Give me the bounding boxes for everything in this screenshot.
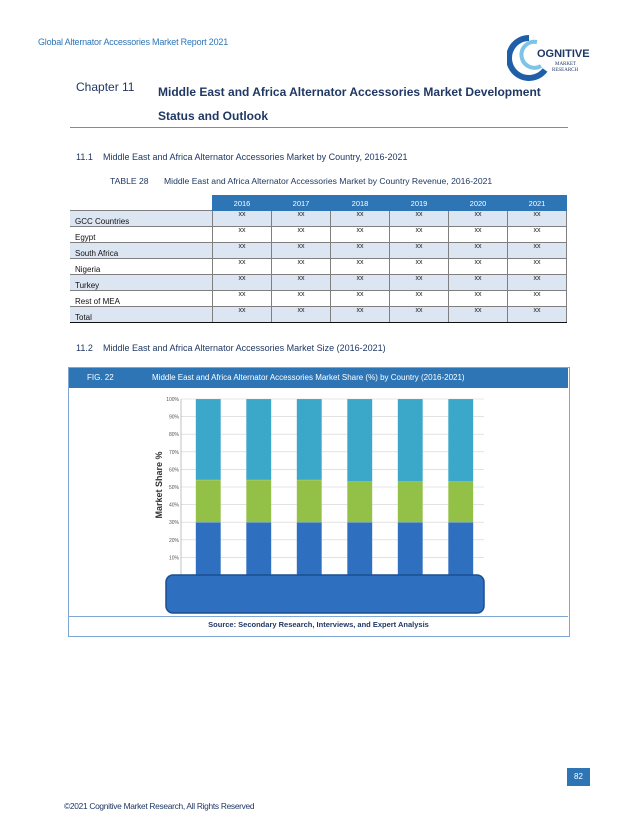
bar-segment-3: [347, 399, 372, 482]
value-cell: xx: [449, 243, 508, 259]
y-axis-label: Market Share %: [154, 451, 164, 519]
logo-sub2: RESEARCH: [552, 68, 579, 73]
bar-segment-3: [196, 399, 221, 480]
table-row: [70, 227, 567, 243]
table-label: TABLE 28: [110, 176, 149, 186]
bar-segment-2: [246, 480, 271, 522]
bar-segment-1: [398, 522, 423, 575]
section-number: 11.1: [76, 152, 93, 162]
bar-segment-3: [448, 399, 473, 482]
value-cell: xx: [390, 211, 449, 227]
table-row: [70, 275, 567, 291]
y-tick-label: 10%: [168, 555, 179, 562]
table-header-row: [70, 196, 567, 211]
country-cell: Turkey: [70, 275, 213, 291]
value-cell: xx: [508, 227, 567, 243]
value-cell: xx: [390, 275, 449, 291]
value-cell: xx: [449, 259, 508, 275]
value-cell: xx: [449, 307, 508, 323]
bar-segment-2: [398, 482, 423, 522]
value-cell: xx: [213, 227, 272, 243]
y-tick-label: 90%: [168, 414, 179, 421]
value-cell: xx: [272, 211, 331, 227]
y-tick-label: 70%: [168, 449, 179, 456]
country-cell: GCC Countries: [70, 211, 213, 227]
bar-segment-1: [347, 522, 372, 575]
value-cell: xx: [331, 227, 390, 243]
y-tick-label: 60%: [168, 467, 179, 474]
figure-source: Source: Secondary Research, Interviews, and Expert Analysis: [208, 620, 429, 629]
value-cell: xx: [508, 243, 567, 259]
value-cell: xx: [272, 227, 331, 243]
value-cell: xx: [449, 227, 508, 243]
bar-segment-2: [448, 482, 473, 522]
value-cell: xx: [390, 259, 449, 275]
divider: [70, 127, 568, 128]
value-cell: xx: [508, 291, 567, 307]
value-cell: xx: [390, 227, 449, 243]
table-row: [70, 307, 567, 323]
value-cell: xx: [213, 275, 272, 291]
y-tick-label: 80%: [168, 432, 179, 439]
bar-segment-2: [297, 480, 322, 522]
section-heading-1: [76, 152, 408, 162]
value-cell: xx: [213, 307, 272, 323]
figure-separator: [69, 616, 568, 617]
country-cell: Rest of MEA: [70, 291, 213, 307]
value-cell: xx: [508, 275, 567, 291]
table-row: [70, 291, 567, 307]
y-tick-label: 100%: [166, 397, 179, 403]
y-tick-label: 50%: [168, 485, 179, 491]
bar-segment-2: [196, 480, 221, 522]
value-cell: xx: [449, 211, 508, 227]
section-heading-2: [76, 343, 386, 353]
value-cell: xx: [213, 243, 272, 259]
chapter-number: Chapter 11: [76, 80, 135, 94]
value-cell: xx: [272, 259, 331, 275]
revenue-table: [70, 195, 567, 323]
y-tick-label: 20%: [168, 537, 179, 544]
value-cell: xx: [213, 291, 272, 307]
table-row: [70, 259, 567, 275]
figure-title-bar: [69, 368, 568, 388]
value-cell: xx: [272, 243, 331, 259]
bar-segment-3: [398, 399, 423, 482]
column-header: 2019: [390, 196, 449, 211]
bar-segment-1: [246, 522, 271, 575]
bar-segment-3: [246, 399, 271, 480]
value-cell: xx: [508, 307, 567, 323]
column-header: 2017: [272, 196, 331, 211]
value-cell: xx: [272, 291, 331, 307]
value-cell: xx: [390, 291, 449, 307]
value-cell: xx: [508, 259, 567, 275]
page-number: 82: [567, 768, 590, 786]
value-cell: xx: [508, 211, 567, 227]
table-row: [70, 243, 567, 259]
y-tick-label: 30%: [168, 520, 179, 527]
table-corner: [70, 196, 213, 211]
column-header: 2020: [449, 196, 508, 211]
report-header: Global Alternator Accessories Market Report 2021: [38, 37, 228, 47]
logo-text: OGNITIVE: [537, 48, 590, 60]
value-cell: xx: [331, 243, 390, 259]
column-header: 2018: [331, 196, 390, 211]
table-title: Middle East and Africa Alternator Accessories Market by Country Revenue, 2016-2021: [164, 176, 493, 186]
value-cell: xx: [331, 291, 390, 307]
logo-sub1: MARKET: [555, 62, 577, 67]
country-cell: South Africa: [70, 243, 213, 259]
value-cell: xx: [213, 259, 272, 275]
value-cell: xx: [390, 243, 449, 259]
value-cell: xx: [449, 275, 508, 291]
y-tick-label: 40%: [168, 502, 179, 509]
legend-overlay: [166, 575, 484, 613]
value-cell: xx: [272, 307, 331, 323]
table-row: [70, 211, 567, 227]
bar-segment-2: [347, 482, 372, 522]
section-title: Middle East and Africa Alternator Accessories Market by Country, 2016-2021: [103, 152, 408, 162]
value-cell: xx: [331, 275, 390, 291]
company-logo: [507, 32, 593, 84]
bar-segment-3: [297, 399, 322, 480]
value-cell: xx: [272, 275, 331, 291]
section-number: 11.2: [76, 343, 93, 353]
value-cell: xx: [331, 259, 390, 275]
bar-segment-1: [297, 522, 322, 575]
column-header: 2016: [213, 196, 272, 211]
copyright: ©2021 Cognitive Market Research, All Rights Reserved: [64, 801, 255, 811]
value-cell: xx: [390, 307, 449, 323]
bar-segment-1: [196, 522, 221, 575]
country-cell: Total: [70, 307, 213, 323]
section-title: Middle East and Africa Alternator Accessories Market Size (2016-2021): [103, 343, 386, 353]
country-cell: Nigeria: [70, 259, 213, 275]
stacked-bar-chart: [70, 389, 568, 617]
table-caption: [110, 176, 492, 186]
value-cell: xx: [213, 211, 272, 227]
bar-segment-1: [448, 522, 473, 575]
value-cell: xx: [331, 211, 390, 227]
column-header: 2021: [508, 196, 567, 211]
value-cell: xx: [331, 307, 390, 323]
value-cell: xx: [449, 291, 508, 307]
chapter-title: Middle East and Africa Alternator Accessories Market Development Status and Outlook: [158, 85, 541, 123]
figure-title: Middle East and Africa Alternator Accessories Market Share (%) by Country (2016-2021): [152, 373, 465, 382]
country-cell: Egypt: [70, 227, 213, 243]
figure-label: FIG. 22: [87, 373, 114, 382]
